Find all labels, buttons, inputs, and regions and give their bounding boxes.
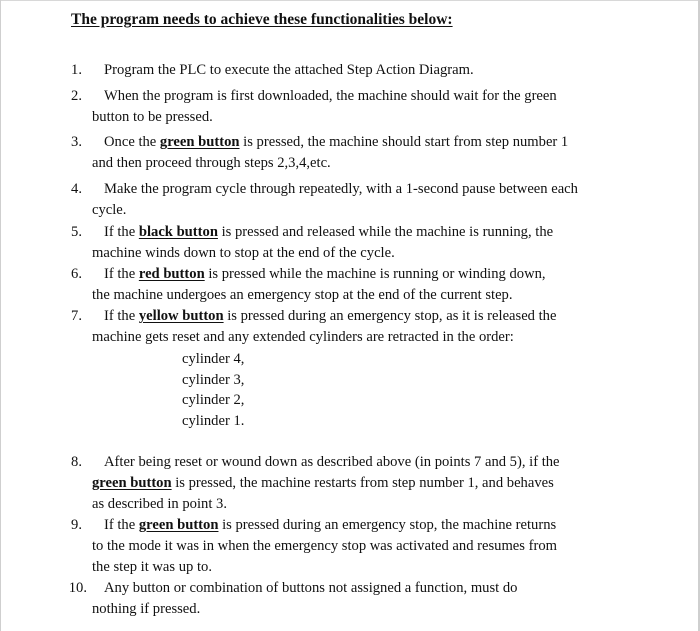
item-text-line: machine winds down to stop at the end of the cycle. xyxy=(92,245,395,261)
item-text: is pressed, the machine should start from step number 1 xyxy=(239,134,569,150)
cylinder-list-item: cylinder 3, xyxy=(182,372,245,388)
item-text: is pressed while the machine is running or winding down, xyxy=(204,266,546,282)
yellow-button-term: yellow button xyxy=(138,308,224,324)
green-button-term: green button xyxy=(159,134,240,150)
item-text-line: to the mode it was in when the emergency stop was activated and resumes from xyxy=(92,538,557,554)
item-number: 2. xyxy=(71,88,82,104)
item-number: 5. xyxy=(71,224,82,240)
item-text-line: Make the program cycle through repeatedly, with a 1-second pause between each xyxy=(104,181,578,197)
item-number: 10. xyxy=(68,580,87,596)
item-text: Once the xyxy=(104,134,160,150)
item-text-line: After being reset or wound down as described above (in points 7 and 5), if the xyxy=(104,454,560,470)
item-text-line: When the program is first downloaded, the machine should wait for the green xyxy=(104,88,557,104)
document-heading: The program needs to achieve these functionalities below: xyxy=(71,11,453,28)
item-text: is pressed and released while the machine is running, the xyxy=(217,224,554,240)
item-text-line: as described in point 3. xyxy=(92,496,227,512)
item-text-line: cycle. xyxy=(92,202,127,218)
item-number: 8. xyxy=(71,454,82,470)
item-text-line: Any button or combination of buttons not assigned a function, must do xyxy=(104,580,518,596)
item-text-line: button to be pressed. xyxy=(92,109,213,125)
item-text-line: and then proceed through steps 2,3,4,etc. xyxy=(92,155,331,171)
item-text-line: the step it was up to. xyxy=(92,559,212,575)
cylinder-list-item: cylinder 1. xyxy=(182,413,245,429)
cylinder-list-item: cylinder 4, xyxy=(182,351,245,367)
item-text: is pressed, the machine restarts from step number 1, and behaves xyxy=(171,475,554,491)
red-button-term: red button xyxy=(138,266,205,282)
item-text-line: nothing if pressed. xyxy=(92,601,201,617)
item-text-line: machine gets reset and any extended cylinders are retracted in the order: xyxy=(92,329,514,345)
item-text: If the xyxy=(104,517,139,533)
item-number: 1. xyxy=(71,62,82,78)
green-button-term: green button xyxy=(92,475,172,491)
item-number: 9. xyxy=(71,517,82,533)
item-text-line: the machine undergoes an emergency stop at the end of the current step. xyxy=(92,287,513,303)
cylinder-list-item: cylinder 2, xyxy=(182,392,245,408)
green-button-term: green button xyxy=(138,517,219,533)
black-button-term: black button xyxy=(138,224,218,240)
item-number: 6. xyxy=(71,266,82,282)
item-text: is pressed during an emergency stop, as it is released the xyxy=(223,308,557,324)
item-text: If the xyxy=(104,308,139,324)
item-text: If the xyxy=(104,224,139,240)
item-text: is pressed during an emergency stop, the machine returns xyxy=(218,517,557,533)
item-number: 4. xyxy=(71,181,82,197)
item-text-line: Program the PLC to execute the attached Step Action Diagram. xyxy=(104,62,474,78)
item-number: 7. xyxy=(71,308,82,324)
item-text: If the xyxy=(104,266,139,282)
item-number: 3. xyxy=(71,134,82,150)
